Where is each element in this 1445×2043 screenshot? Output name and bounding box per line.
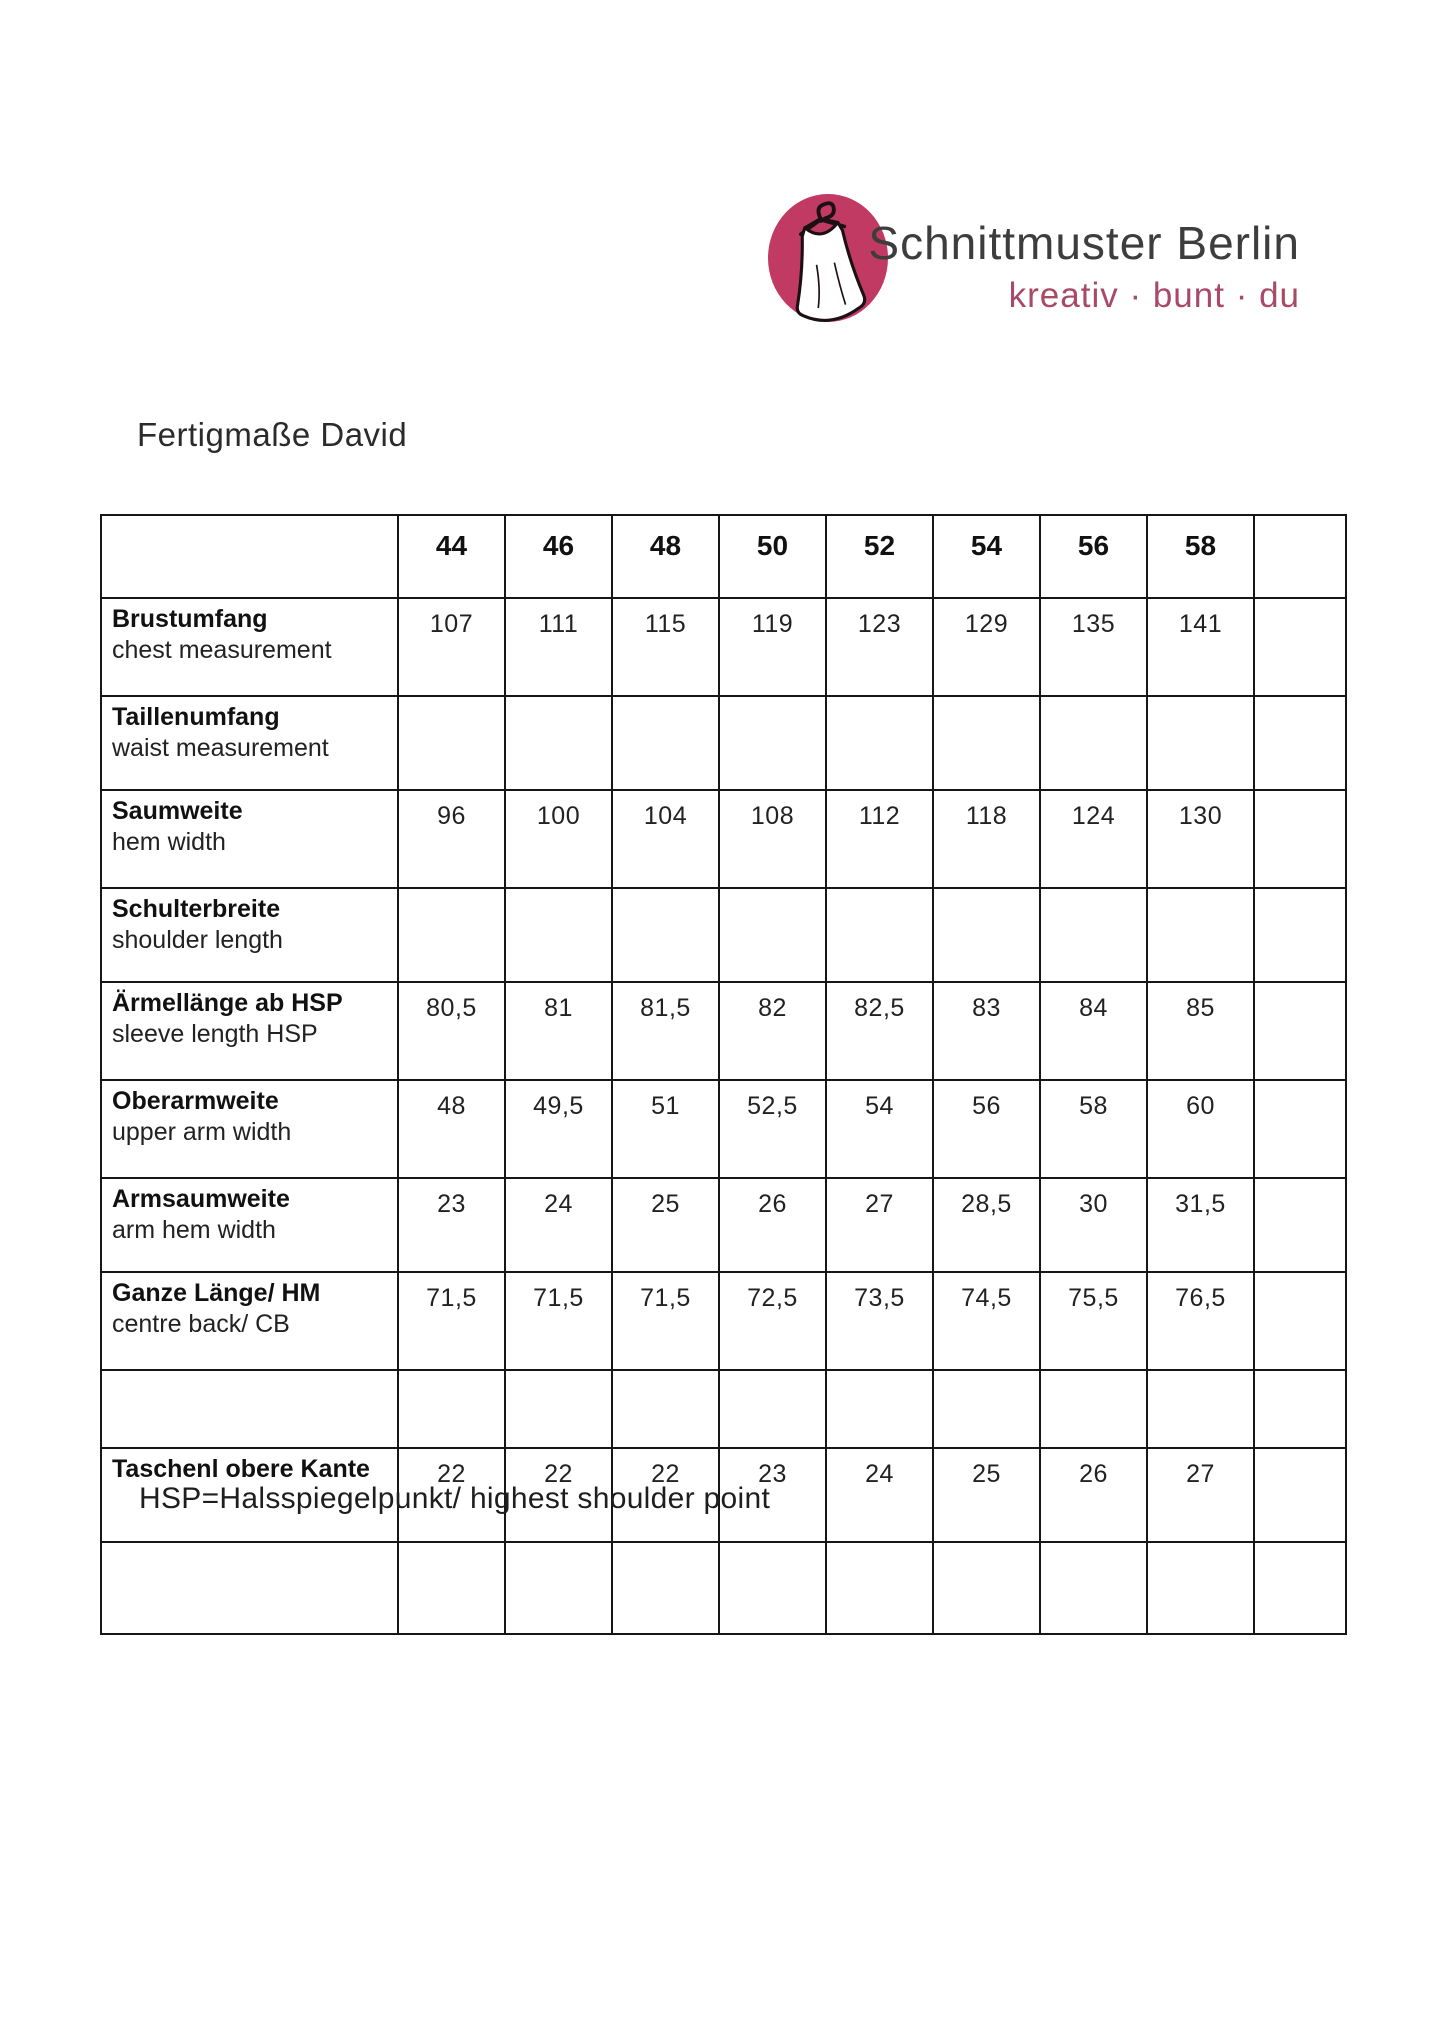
table-row <box>101 1272 1346 1370</box>
size-col-header: 54 <box>933 515 1040 598</box>
measurement-label-en: sleeve length HSP <box>112 1020 318 1049</box>
measurement-value <box>933 1370 1040 1448</box>
measurement-label-en: arm hem width <box>112 1216 276 1245</box>
measurement-value: 82 <box>719 982 826 1080</box>
measurement-value: 25 <box>933 1448 1040 1542</box>
measurement-value <box>505 888 612 982</box>
measurement-value: 48 <box>398 1080 505 1178</box>
measurement-label-cell <box>101 1370 398 1448</box>
measurement-label-de: Saumweite <box>112 797 243 825</box>
measurement-value: 26 <box>719 1178 826 1272</box>
empty-col-cell <box>1254 1448 1346 1542</box>
empty-col-cell <box>1254 1272 1346 1370</box>
measurement-value: 54 <box>826 1080 933 1178</box>
measurement-value: 23 <box>719 1448 826 1542</box>
measurement-value: 123 <box>826 598 933 696</box>
empty-col-cell <box>1254 888 1346 982</box>
measurement-value: 84 <box>1040 982 1147 1080</box>
measurement-value <box>933 1542 1040 1634</box>
measurement-value <box>505 696 612 790</box>
measurement-value: 124 <box>1040 790 1147 888</box>
measurement-label-cell <box>101 1080 398 1178</box>
measurement-value: 27 <box>1147 1448 1254 1542</box>
measurement-value: 27 <box>826 1178 933 1272</box>
measurement-value <box>505 1542 612 1634</box>
empty-col-cell <box>1254 696 1346 790</box>
measurement-value: 56 <box>933 1080 1040 1178</box>
measurement-value: 51 <box>612 1080 719 1178</box>
measurement-value: 115 <box>612 598 719 696</box>
measurement-value <box>398 696 505 790</box>
empty-col-cell <box>1254 1370 1346 1448</box>
measurement-value <box>719 1370 826 1448</box>
table-row <box>101 888 1346 982</box>
measurement-value <box>398 1542 505 1634</box>
measurement-value: 104 <box>612 790 719 888</box>
measurement-value: 111 <box>505 598 612 696</box>
empty-col-cell <box>1254 790 1346 888</box>
table-row <box>101 790 1346 888</box>
measurement-value <box>1040 1370 1147 1448</box>
measurement-value: 82,5 <box>826 982 933 1080</box>
measurement-value: 74,5 <box>933 1272 1040 1370</box>
measurement-value: 119 <box>719 598 826 696</box>
measurement-label-cell <box>101 1178 398 1272</box>
measurement-label-en: chest measurement <box>112 636 332 665</box>
table-row <box>101 1080 1346 1178</box>
measurement-value: 58 <box>1040 1080 1147 1178</box>
measurement-value: 52,5 <box>719 1080 826 1178</box>
empty-col-cell <box>1254 1178 1346 1272</box>
measurement-value <box>1147 888 1254 982</box>
measurement-label-cell <box>101 598 398 696</box>
measurement-value: 83 <box>933 982 1040 1080</box>
measurement-value <box>1040 696 1147 790</box>
table-row <box>101 696 1346 790</box>
size-col-header: 46 <box>505 515 612 598</box>
table-row <box>101 1178 1346 1272</box>
empty-col-cell <box>1254 1080 1346 1178</box>
measurement-label-de: Taschenl obere Kante <box>112 1455 370 1483</box>
measurement-value: 73,5 <box>826 1272 933 1370</box>
measurement-value <box>1147 1370 1254 1448</box>
measurement-value: 76,5 <box>1147 1272 1254 1370</box>
measurement-value <box>398 1370 505 1448</box>
size-col-header: 48 <box>612 515 719 598</box>
measurement-label-cell <box>101 790 398 888</box>
measurement-value: 22 <box>505 1448 612 1542</box>
measurement-value: 112 <box>826 790 933 888</box>
measurement-value <box>1147 1542 1254 1634</box>
measurement-label-cell <box>101 1272 398 1370</box>
measurement-value: 30 <box>1040 1178 1147 1272</box>
measurement-label-en: centre back/ CB <box>112 1310 290 1339</box>
measurement-value <box>826 1370 933 1448</box>
measurement-value <box>1147 696 1254 790</box>
measurement-value <box>1040 1542 1147 1634</box>
empty-col-cell <box>1254 982 1346 1080</box>
measurement-value: 28,5 <box>933 1178 1040 1272</box>
measurement-value <box>719 696 826 790</box>
measurement-value <box>612 1370 719 1448</box>
measurement-value: 141 <box>1147 598 1254 696</box>
measurement-value: 22 <box>612 1448 719 1542</box>
footnote: HSP=Halsspiegelpunkt/ highest shoulder point <box>139 1482 771 1515</box>
measurement-value <box>505 1370 612 1448</box>
measurement-value <box>398 888 505 982</box>
size-table-body <box>101 598 1346 1634</box>
empty-col-cell <box>1254 598 1346 696</box>
measurement-value: 130 <box>1147 790 1254 888</box>
measurement-value: 49,5 <box>505 1080 612 1178</box>
corner-cell <box>101 515 398 598</box>
measurement-value <box>719 1542 826 1634</box>
measurement-label-cell <box>101 696 398 790</box>
measurement-value: 100 <box>505 790 612 888</box>
measurement-label-de: Armsaumweite <box>112 1185 290 1213</box>
table-row <box>101 982 1346 1080</box>
measurement-value: 25 <box>612 1178 719 1272</box>
measurement-value: 96 <box>398 790 505 888</box>
measurement-value <box>826 696 933 790</box>
measurement-value <box>826 1542 933 1634</box>
measurement-value: 71,5 <box>505 1272 612 1370</box>
measurement-value: 81,5 <box>612 982 719 1080</box>
measurement-value: 71,5 <box>398 1272 505 1370</box>
measurement-label-en: waist measurement <box>112 734 329 763</box>
size-table <box>100 514 1347 1635</box>
measurement-value <box>719 888 826 982</box>
measurement-label-cell <box>101 982 398 1080</box>
measurement-value <box>826 888 933 982</box>
measurement-label-de: Ganze Länge/ HM <box>112 1279 321 1307</box>
measurement-value <box>933 888 1040 982</box>
measurement-value: 26 <box>1040 1448 1147 1542</box>
measurement-label-en: shoulder length <box>112 926 283 955</box>
measurement-label-de: Brustumfang <box>112 605 268 633</box>
measurement-label-de: Ärmellänge ab HSP <box>112 989 343 1017</box>
measurement-value: 107 <box>398 598 505 696</box>
table-row <box>101 1370 1346 1448</box>
empty-col-cell <box>1254 515 1346 598</box>
measurement-label-en: hem width <box>112 828 226 857</box>
measurement-value: 31,5 <box>1147 1178 1254 1272</box>
measurement-value <box>612 1542 719 1634</box>
table-row <box>101 598 1346 696</box>
size-col-header: 44 <box>398 515 505 598</box>
size-header-row <box>101 515 1346 598</box>
measurement-value <box>933 696 1040 790</box>
brand-name: Schnittmuster Berlin <box>868 217 1300 269</box>
measurement-value: 24 <box>505 1178 612 1272</box>
measurement-value: 75,5 <box>1040 1272 1147 1370</box>
size-col-header: 52 <box>826 515 933 598</box>
measurement-label-de: Schulterbreite <box>112 895 281 923</box>
measurement-value: 72,5 <box>719 1272 826 1370</box>
measurement-value <box>612 888 719 982</box>
measurement-label-en: upper arm width <box>112 1118 292 1147</box>
measurement-value: 129 <box>933 598 1040 696</box>
empty-col-cell <box>1254 1542 1346 1634</box>
measurement-value: 108 <box>719 790 826 888</box>
measurement-value: 118 <box>933 790 1040 888</box>
measurement-value: 81 <box>505 982 612 1080</box>
size-col-header: 50 <box>719 515 826 598</box>
measurement-label-cell <box>101 888 398 982</box>
measurement-value: 23 <box>398 1178 505 1272</box>
measurement-value <box>612 696 719 790</box>
table-row <box>101 1542 1346 1634</box>
measurement-label-de: Oberarmweite <box>112 1087 279 1115</box>
measurement-value: 71,5 <box>612 1272 719 1370</box>
measurement-value: 60 <box>1147 1080 1254 1178</box>
measurement-value: 24 <box>826 1448 933 1542</box>
measurement-value: 85 <box>1147 982 1254 1080</box>
measurement-value: 22 <box>398 1448 505 1542</box>
page-title: Fertigmaße David <box>137 416 408 453</box>
measurement-label-cell <box>101 1542 398 1634</box>
size-col-header: 56 <box>1040 515 1147 598</box>
size-col-header: 58 <box>1147 515 1254 598</box>
measurement-value: 80,5 <box>398 982 505 1080</box>
measurement-label-de: Taillenumfang <box>112 703 280 731</box>
measurement-value: 135 <box>1040 598 1147 696</box>
measurement-value <box>1040 888 1147 982</box>
brand-tagline: kreativ · bunt · du <box>1008 276 1300 315</box>
